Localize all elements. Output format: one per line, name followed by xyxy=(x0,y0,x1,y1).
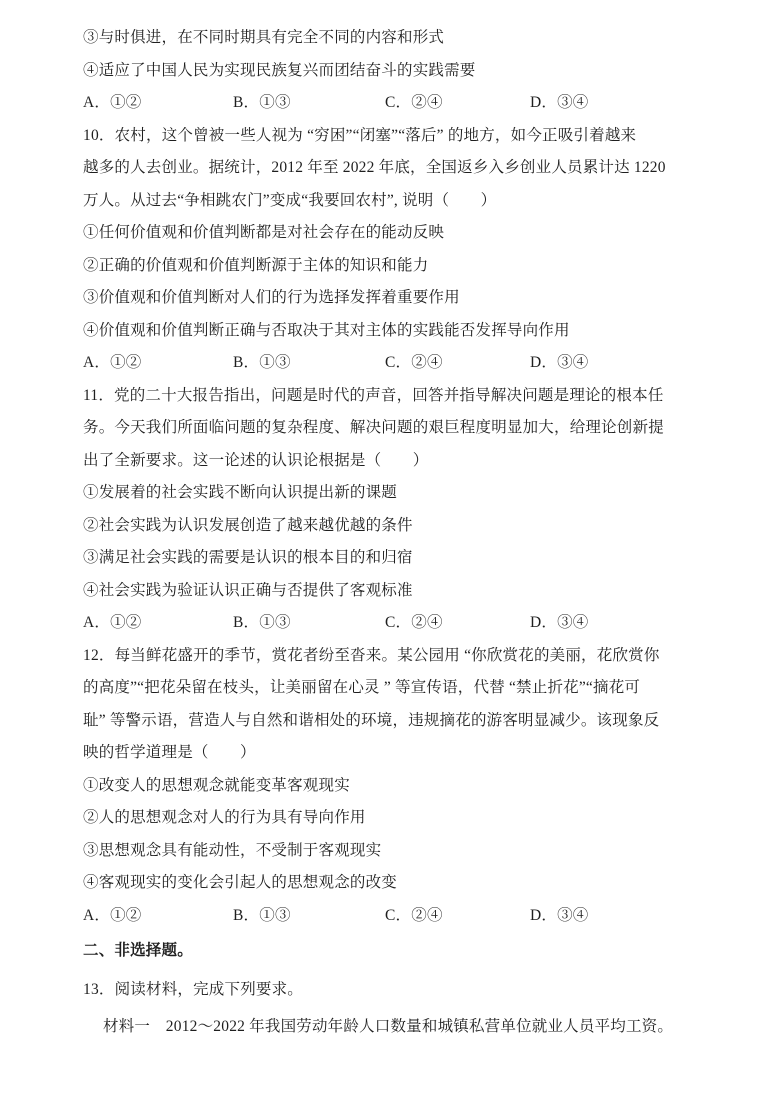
q11-option-1: ①发展着的社会实践不断向认识提出新的课题 xyxy=(83,484,398,501)
q12-answer-b: B．①③ xyxy=(233,906,291,924)
q12-answer-d: D．③④ xyxy=(530,906,589,924)
q9-option-4: ④适应了中国人民为实现民族复兴而团结奋斗的实践需要 xyxy=(83,61,476,79)
q9-answer-b: B．①③ xyxy=(233,94,291,111)
q11-stem-line-2: 务。今天我们所面临问题的复杂程度、解决问题的艰巨程度明显加大，给理论创新提 xyxy=(83,419,664,436)
q12-stem-line-1: 12．每当鲜花盛开的季节，赏花者纷至沓来。某公园用 “你欣赏花的美丽，花欣赏你 xyxy=(83,646,660,664)
question-10 xyxy=(83,120,666,380)
q10-answer-a: A．①② xyxy=(83,354,142,371)
q12-option-1: ①改变人的思想观念就能变革客观现实 xyxy=(83,776,350,794)
q11-option-3: ③满足社会实践的需要是认识的根本目的和归宿 xyxy=(83,549,413,566)
q12-option-2: ②人的思想观念对人的行为具有导向作用 xyxy=(83,809,366,826)
q10-option-4: ④价值观和价值判断正确与否取决于其对主体的实践能否发挥导向作用 xyxy=(83,321,570,339)
q11-answer-a: A．①② xyxy=(83,614,142,631)
q12-stem-line-4: 映的哲学道理是（ ） xyxy=(83,744,256,761)
q11-option-2: ②社会实践为认识发展创造了越来越优越的条件 xyxy=(83,516,413,534)
q11-answer-row xyxy=(83,607,663,640)
q12-option-3: ③思想观念具有能动性，不受制于客观现实 xyxy=(83,841,382,859)
q12-answer-row xyxy=(83,900,663,933)
q10-answer-b: B．①③ xyxy=(233,354,291,371)
q11-option-4: ④社会实践为验证认识正确与否提供了客观标准 xyxy=(83,581,413,599)
q9-answer-d: D．③④ xyxy=(530,94,589,111)
document-page xyxy=(83,22,674,1044)
q10-option-3: ③价值观和价值判断对人们的行为选择发挥着重要作用 xyxy=(83,289,460,306)
q12-stem-line-2: 的高度”“把花朵留在枝头，让美丽留在心灵 ” 等宣传语，代替 “禁止折花”“摘花可 xyxy=(83,679,641,696)
q10-stem-line-2: 越多的人去创业。据统计，2012 年至 2022 年底，全国返乡入乡创业人员累计达 1220 xyxy=(83,159,666,176)
q10-stem-line-3: 万人。从过去“争相跳农门”变成“我要回农村”, 说明（ ） xyxy=(83,191,497,209)
q9-answer-row xyxy=(83,87,663,120)
q11-stem-line-1: 11．党的二十大报告指出，问题是时代的声音，回答并指导解决问题是理论的根本任 xyxy=(83,386,664,404)
q13-intro: 13．阅读材料，完成下列要求。 xyxy=(83,980,304,998)
question-12 xyxy=(83,640,663,933)
q10-answer-d: D．③④ xyxy=(530,354,589,371)
section-2 xyxy=(83,935,674,1044)
q9-answer-a: A．①② xyxy=(83,94,142,111)
question-11 xyxy=(83,380,663,640)
q11-answer-c: C．②④ xyxy=(385,614,443,631)
q12-answer-a: A．①② xyxy=(83,906,142,924)
q13-material-1: 材料一 2012～2022 年我国劳动年龄人口数量和城镇私营单位就业人员平均工资。 xyxy=(103,1018,674,1035)
q10-option-1: ①任何价值观和价值判断都是对社会存在的能动反映 xyxy=(83,224,445,241)
q10-stem-line-1: 10．农村，这个曾被一些人视为 “穷困”“闭塞”“落后” 的地方，如今正吸引着越来 xyxy=(83,126,637,144)
q12-stem-line-3: 耻” 等警示语，营造人与自然和谐相处的环境，违规摘花的游客明显减少。该现象反 xyxy=(83,711,660,729)
q11-answer-b: B．①③ xyxy=(233,614,291,631)
q9-option-3: ③与时俱进，在不同时期具有完全不同的内容和形式 xyxy=(83,29,445,46)
q10-answer-c: C．②④ xyxy=(385,354,443,371)
q10-answer-row xyxy=(83,347,663,380)
section-2-heading: 二、非选择题。 xyxy=(83,942,193,959)
q12-option-4: ④客观现实的变化会引起人的思想观念的改变 xyxy=(83,874,398,891)
q10-option-2: ②正确的价值观和价值判断源于主体的知识和能力 xyxy=(83,256,429,274)
q9-answer-c: C．②④ xyxy=(385,94,443,111)
question-9-remainder xyxy=(83,22,663,120)
q11-answer-d: D．③④ xyxy=(530,614,589,631)
q12-answer-c: C．②④ xyxy=(385,906,443,924)
q11-stem-line-3: 出了全新要求。这一论述的认识论根据是（ ） xyxy=(83,451,429,469)
